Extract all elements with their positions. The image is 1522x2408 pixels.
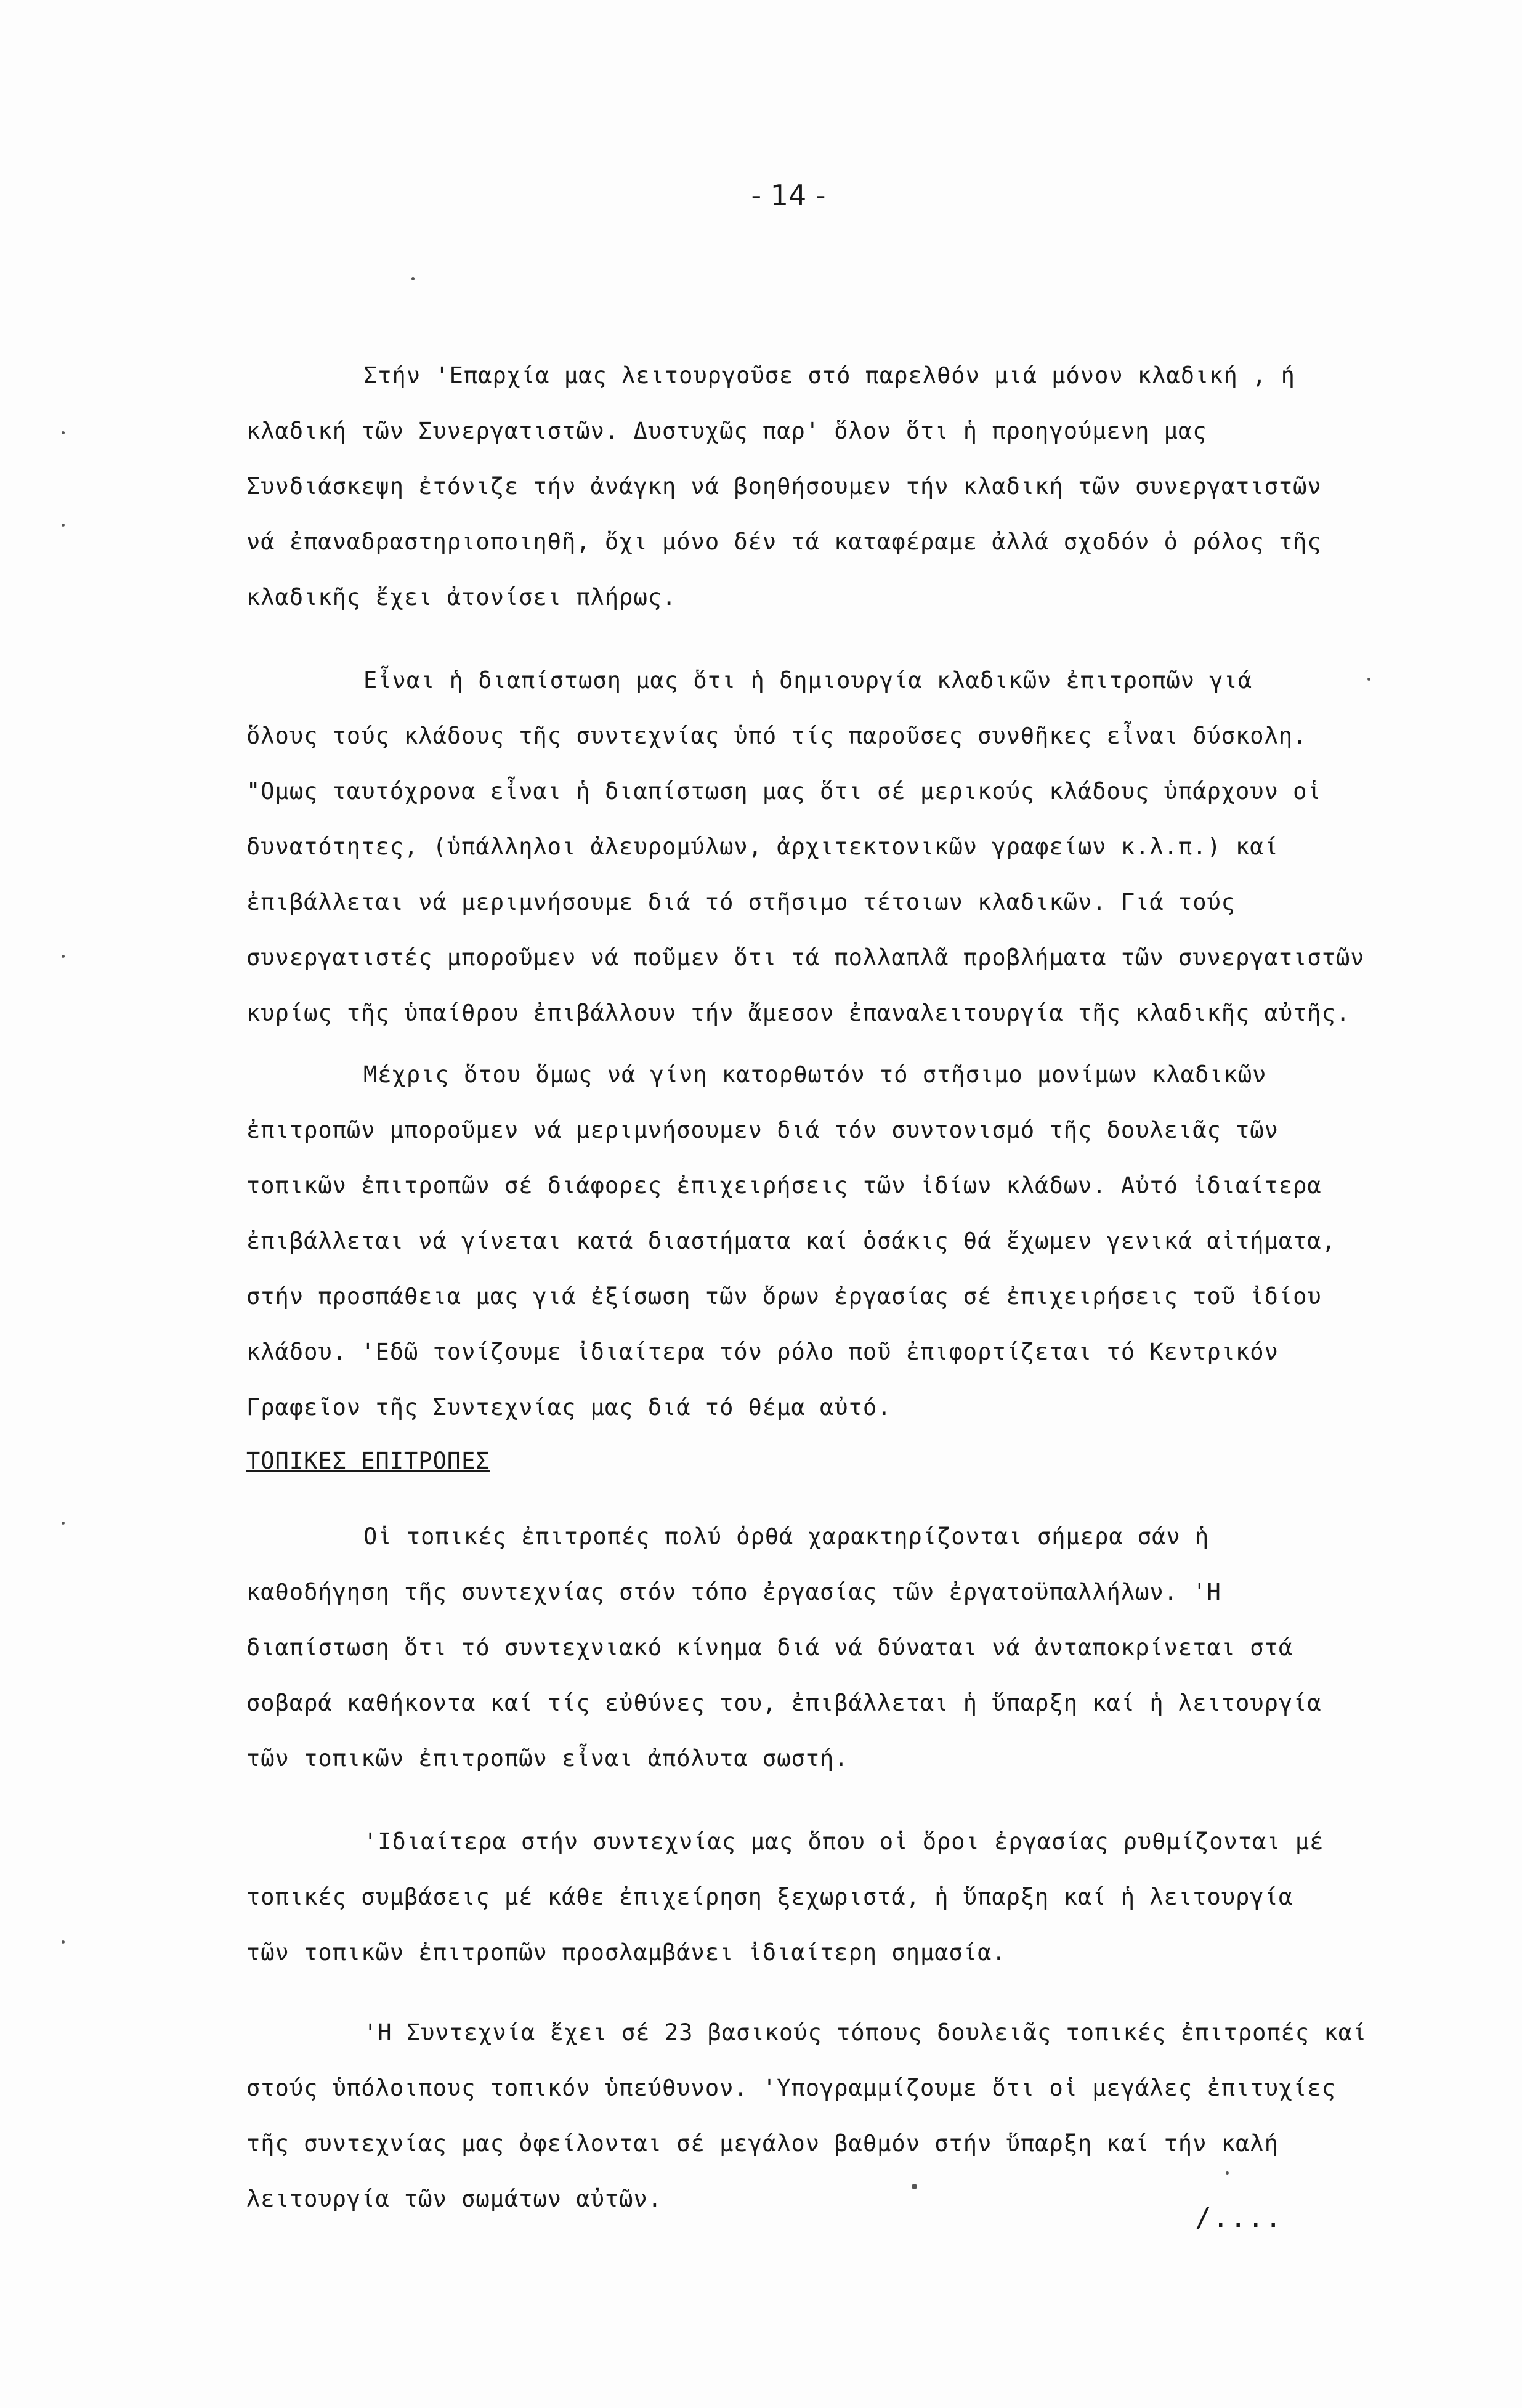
- scan-speck: [62, 1522, 65, 1525]
- page-number: - 14 -: [751, 179, 826, 212]
- scan-speck: [411, 277, 415, 280]
- text-line: τοπικές συμβάσεις μέ κάθε ἐπιχείρηση ξεχωριστά, ἡ ὕπαρξη καί ἡ λειτουργία: [246, 1884, 1293, 1910]
- paragraph-2: [246, 653, 1454, 1041]
- text-line: δυνατότητες, (ὑπάλληλοι ἀλευρομύλων, ἀρχιτεκτονικῶν γραφείων κ.λ.π.) καί: [246, 833, 1279, 860]
- text-line: Συνδιάσκεψη ἐτόνιζε τήν ἀνάγκη νά βοηθήσουμεν τήν κλαδική τῶν συνεργατιστῶν: [246, 473, 1322, 500]
- text-line: κλαδικῆς ἔχει ἀτονίσει πλήρως.: [246, 584, 677, 610]
- scan-speck: [1226, 2171, 1229, 2175]
- paragraph-1: [246, 348, 1454, 625]
- text-line: Εἶναι ἡ διαπίστωση μας ὅτι ἡ δημιουργία κλαδικῶν ἐπιτροπῶν γιά: [363, 667, 1253, 694]
- text-line: λειτουργία τῶν σωμάτων αὐτῶν.: [246, 2186, 663, 2212]
- text-line: Γραφεῖον τῆς Συντεχνίας μας διά τό θέμα αὐτό.: [246, 1394, 892, 1421]
- text-line: κλάδου. 'Εδῶ τονίζουμε ἰδιαίτερα τόν ρόλο ποῦ ἐπιφορτίζεται τό Κεντρικόν: [246, 1339, 1279, 1365]
- text-line: τοπικῶν ἐπιτροπῶν σέ διάφορες ἐπιχειρήσεις τῶν ἰδίων κλάδων. Αὐτό ἰδιαίτερα: [246, 1172, 1322, 1199]
- section-heading: ΤΟΠΙΚΕΣ ΕΠΙΤΡΟΠΕΣ: [246, 1448, 490, 1474]
- text-line: σοβαρά καθήκοντα καί τίς εὐθύνες του, ἐπιβάλλεται ἡ ὕπαρξη καί ἡ λειτουργία: [246, 1690, 1322, 1716]
- text-line: τῶν τοπικῶν ἐπιτροπῶν προσλαμβάνει ἰδιαίτερη σημασία.: [246, 1939, 1006, 1966]
- text-line: τῶν τοπικῶν ἐπιτροπῶν εἶναι ἀπόλυτα σωστή.: [246, 1745, 849, 1772]
- text-line: ἐπιβάλλεται νά μεριμνήσουμε διά τό στῆσιμο τέτοιων κλαδικῶν. Γιά τούς: [246, 889, 1236, 915]
- scan-speck: [62, 431, 65, 434]
- text-line: νά ἐπαναδραστηριοποιηθῆ, ὄχι μόνο δέν τά καταφέραμε ἀλλά σχοδόν ὁ ρόλος τῆς: [246, 529, 1322, 555]
- text-line: στούς ὑπόλοιπους τοπικόν ὑπεύθυνον. 'Υπογραμμίζουμε ὅτι οἱ μεγάλες ἐπιτυχίες: [246, 2075, 1336, 2101]
- text-line: "Ομως ταυτόχρονα εἶναι ἡ διαπίστωση μας ὅτι σέ μερικούς κλάδους ὑπάρχουν οἱ: [246, 778, 1322, 805]
- text-line: κλαδική τῶν Συνεργατιστῶν. Δυστυχῶς παρ' ὅλον ὅτι ἡ προηγούμενη μας: [246, 418, 1207, 444]
- text-line: συνεργατιστές μποροῦμεν νά ποῦμεν ὅτι τά πολλαπλᾶ προβλήματα τῶν συνεργατιστῶν: [246, 944, 1365, 971]
- text-line: κυρίως τῆς ὑπαίθρου ἐπιβάλλουν τήν ἄμεσον ἐπαναλειτουργία τῆς κλαδικῆς αὐτῆς.: [246, 1000, 1351, 1026]
- paragraph-6: [246, 2005, 1454, 2227]
- scan-speck: [912, 2184, 917, 2189]
- paragraph-3: [246, 1047, 1454, 1435]
- text-line: τῆς συντεχνίας μας ὀφείλονται σέ μεγάλον βαθμόν στήν ὕπαρξη καί τήν καλή: [246, 2130, 1279, 2157]
- text-line: καθοδήγηση τῆς συντεχνίας στόν τόπο ἐργασίας τῶν ἐργατοϋπαλλήλων. 'Η: [246, 1579, 1221, 1605]
- continuation-mark: /....: [1195, 2202, 1283, 2234]
- text-line: ἐπιβάλλεται νά γίνεται κατά διαστήματα καί ὁσάκις θά ἔχωμεν γενικά αἰτήματα,: [246, 1228, 1336, 1254]
- text-line: ἐπιτροπῶν μποροῦμεν νά μεριμνήσουμεν διά τόν συντονισμό τῆς δουλειᾶς τῶν: [246, 1117, 1279, 1143]
- scan-speck: [62, 955, 65, 958]
- text-line: Οἱ τοπικές ἐπιτροπές πολύ ὀρθά χαρακτηρίζονται σήμερα σάν ἡ: [363, 1523, 1210, 1550]
- paragraph-5: [246, 1814, 1454, 1980]
- text-line: 'Η Συντεχνία ἔχει σέ 23 βασικούς τόπους δουλειᾶς τοπικές ἐπιτροπές καί: [363, 2019, 1367, 2046]
- text-line: 'Ιδιαίτερα στήν συντεχνίας μας ὅπου οἱ ὅροι ἐργασίας ρυθμίζονται μέ: [363, 1828, 1324, 1855]
- scan-speck: [62, 524, 65, 527]
- text-line: Στήν 'Επαρχία μας λειτουργοῦσε στό παρελθόν μιά μόνον κλαδική , ή: [363, 362, 1295, 389]
- text-line: Μέχρις ὅτου ὅμως νά γίνη κατορθωτόν τό στῆσιμο μονίμων κλαδικῶν: [363, 1061, 1267, 1088]
- text-line: διαπίστωση ὅτι τό συντεχνιακό κίνημα διά νά δύναται νά ἀνταποκρίνεται στά: [246, 1634, 1293, 1661]
- text-line: ὅλους τούς κλάδους τῆς συντεχνίας ὑπό τίς παροῦσες συνθῆκες εἶναι δύσκολη.: [246, 723, 1308, 749]
- scan-speck: [62, 1940, 65, 1944]
- text-line: στήν προσπάθεια μας γιά ἐξίσωση τῶν ὅρων ἐργασίας σέ ἐπιχειρήσεις τοῦ ἰδίου: [246, 1283, 1322, 1310]
- paragraph-4: [246, 1509, 1454, 1786]
- scan-speck: [1367, 678, 1370, 681]
